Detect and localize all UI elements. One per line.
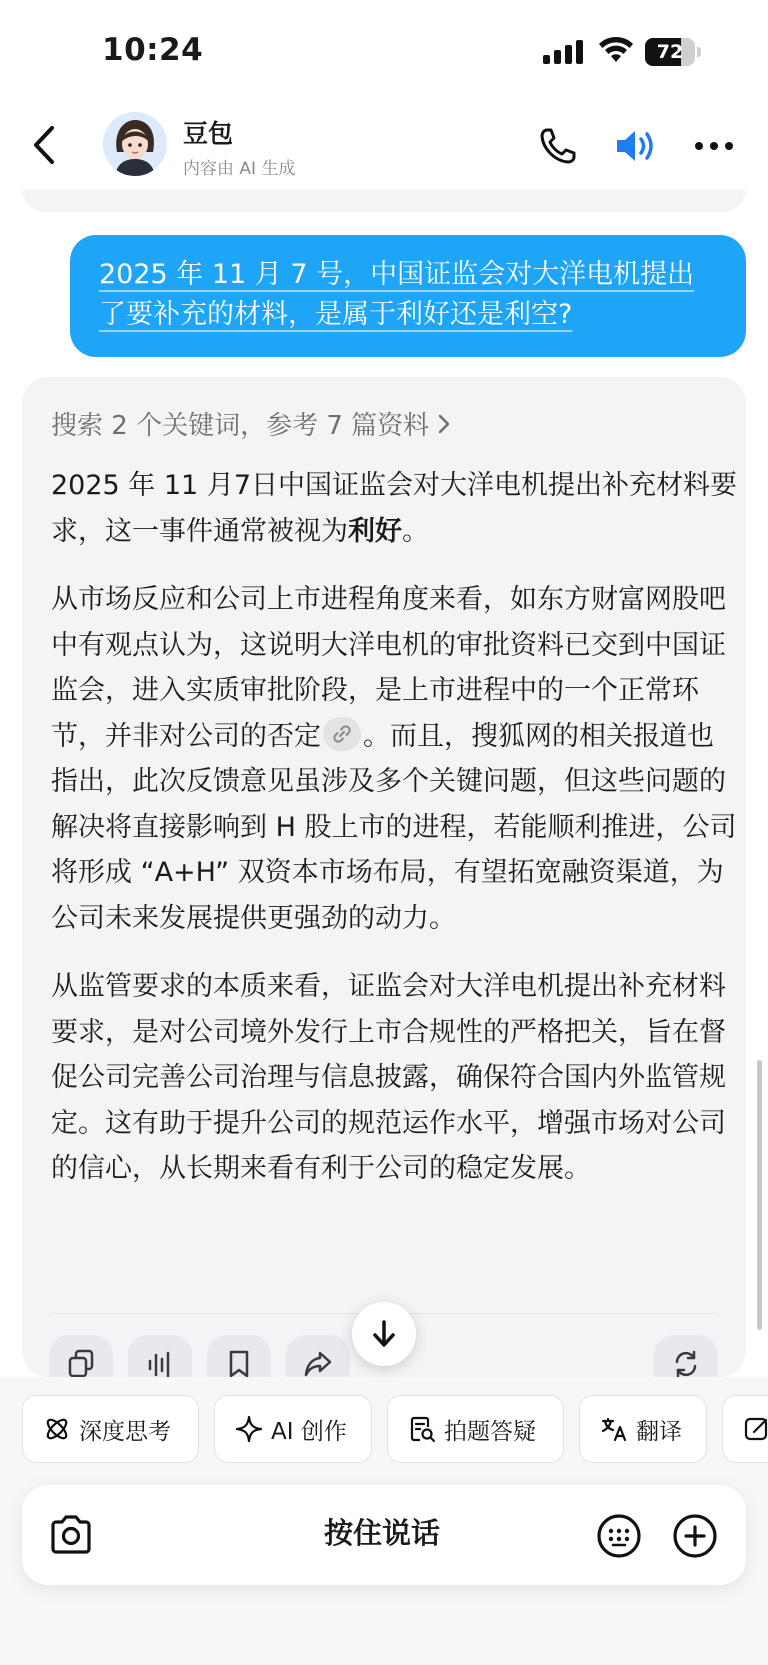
bot-avatar-icon	[103, 112, 167, 176]
bottom-panel	[0, 1377, 768, 1665]
quick-action-chips	[0, 1395, 768, 1465]
translate-icon	[600, 1415, 628, 1443]
chip-label: 深度思考	[79, 1418, 171, 1445]
copy-icon	[67, 1349, 95, 1377]
plus-icon[interactable]	[672, 1513, 718, 1559]
answer-paragraph-1-text: 2025 年 11 月7日中国证监会对大洋电机提出补充材料要求，这一事件通常被视为	[51, 470, 737, 547]
chip-label: 翻译	[636, 1418, 682, 1445]
chip-deep-thinking[interactable]	[22, 1395, 199, 1463]
signal-icon	[543, 40, 585, 64]
read-aloud-button[interactable]	[128, 1335, 192, 1377]
camera-icon[interactable]	[48, 1513, 94, 1557]
chat-header	[0, 100, 768, 190]
chip-label: AI 创作	[271, 1418, 347, 1445]
status-time: 10:24	[102, 32, 204, 68]
question-search-icon	[408, 1415, 436, 1443]
user-message-bubble[interactable]	[70, 235, 746, 357]
battery-indicator	[645, 38, 701, 66]
ai-answer-card	[22, 377, 746, 1377]
answer-paragraph-1-end: 。	[402, 515, 429, 547]
answer-paragraph-2-rest: 。而且，搜狐网的相关报道也指出，此次反馈意见虽涉及多个关键问题，但这些问题的解决将直接影响到 H 股上市的进程，若能顺利推进，公司将形成 “A+H” 双资本市场布局，有望拓宽融资渠道，为公司未来发展提供更强劲的动力。	[51, 720, 737, 934]
bookmark-button[interactable]	[207, 1335, 271, 1377]
answer-paragraph-2-text: 从市场反应和公司上市进程角度来看，如东方财富网股吧中有观点认为，这说明大洋电机的审批资料已交到中国证监会，进入实质审批阶段，是上市进程中的一个正常环节，并非对公司的否定	[51, 584, 726, 752]
bookmark-icon	[225, 1349, 253, 1377]
answer-paragraph-1	[51, 463, 739, 554]
user-message-text: 2025 年 11 月 7 号，中国证监会对大洋电机提出了要补充的材料，是属于利好还是利空?	[99, 259, 695, 330]
answer-bold-conclusion: 利好	[348, 515, 402, 547]
wifi-icon	[598, 36, 634, 64]
search-reference-text: 搜索 2 个关键词，参考 7 篇资料	[51, 411, 430, 441]
answer-body	[51, 463, 739, 1215]
chip-label: 拍题答疑	[444, 1418, 536, 1445]
speaker-icon[interactable]	[614, 126, 658, 166]
regenerate-button[interactable]	[654, 1335, 718, 1377]
answer-paragraph-2	[51, 577, 739, 941]
ai-generated-note: 内容由 AI 生成	[183, 159, 296, 179]
sparkle-icon	[235, 1415, 263, 1443]
arrow-down-icon	[372, 1319, 396, 1349]
chip-ai-create[interactable]	[214, 1395, 372, 1463]
answer-paragraph-3: 从监管要求的本质来看，证监会对大洋电机提出补充材料要求，是对公司境外发行上市合规性的严格把关，旨在督促公司完善公司治理与信息披露，确保符合国内外监管规定。这有助于提升公司的规范运作水平，增强市场对公司的信心，从长期来看有利于公司的稳定发展。	[51, 971, 726, 1184]
battery-level: 72	[656, 41, 684, 63]
share-icon	[304, 1349, 332, 1377]
regenerate-icon	[672, 1349, 700, 1377]
status-bar	[0, 0, 768, 100]
voice-bars-icon	[146, 1349, 174, 1377]
chip-photo-question[interactable]	[387, 1395, 564, 1463]
scrollbar[interactable]	[757, 1060, 762, 1330]
scroll-to-bottom-button[interactable]	[352, 1302, 416, 1366]
back-chevron-icon[interactable]	[28, 122, 60, 168]
more-icon[interactable]	[694, 140, 734, 152]
source-link-chip[interactable]	[323, 717, 361, 751]
link-icon	[332, 724, 352, 744]
search-reference-link[interactable]	[51, 405, 451, 442]
chip-edit[interactable]	[722, 1395, 768, 1463]
chevron-right-icon	[437, 413, 451, 435]
avatar[interactable]	[103, 112, 167, 176]
copy-button[interactable]	[49, 1335, 113, 1377]
atom-icon	[43, 1415, 71, 1443]
bot-name: 豆包	[183, 119, 234, 148]
keyboard-dots-icon[interactable]	[596, 1513, 642, 1559]
share-button[interactable]	[286, 1335, 350, 1377]
edit-icon	[743, 1415, 768, 1443]
chip-translate[interactable]	[579, 1395, 707, 1463]
hold-to-talk-button[interactable]: 按住说话	[323, 1516, 440, 1550]
phone-icon[interactable]	[538, 126, 578, 166]
input-bar	[22, 1485, 746, 1585]
